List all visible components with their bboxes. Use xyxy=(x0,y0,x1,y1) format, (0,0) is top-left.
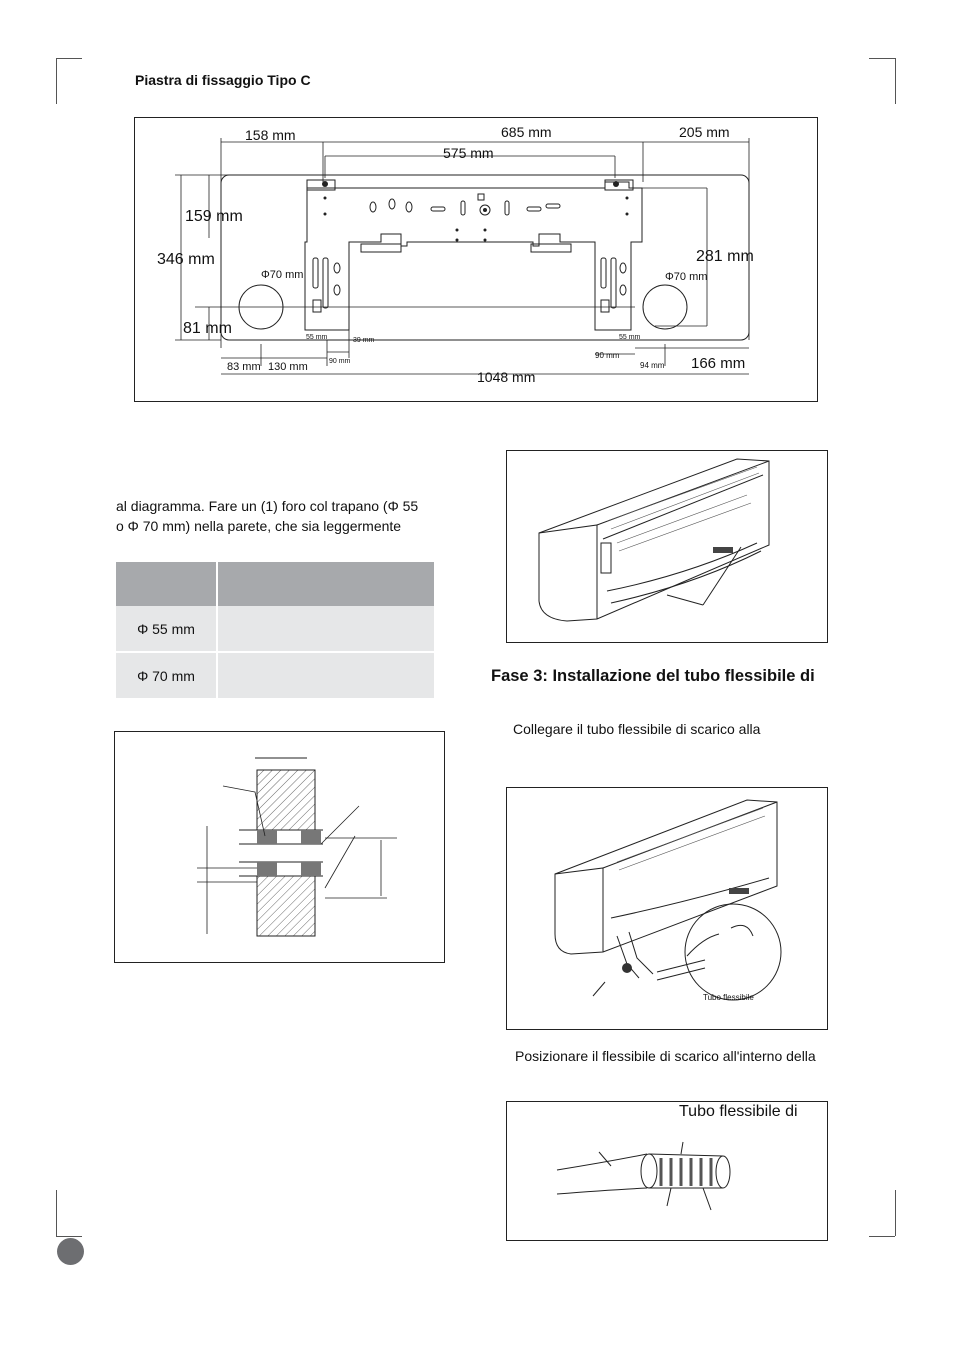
crop-mark-bl-h xyxy=(56,1236,82,1237)
dim-phi70-left: Φ70 mm xyxy=(261,269,304,281)
table-cell-size: Φ 55 mm xyxy=(116,606,217,652)
dim-130: 130 mm xyxy=(268,361,308,373)
wall-hole-diagram xyxy=(115,732,444,962)
dim-39: 39 mm xyxy=(353,337,375,344)
dim-1048: 1048 mm xyxy=(477,369,536,385)
dim-81: 81 mm xyxy=(183,320,232,337)
dim-346: 346 mm xyxy=(157,251,215,268)
mounting-plate-figure xyxy=(134,117,818,402)
crop-mark-br-v xyxy=(895,1190,896,1236)
dim-205: 205 mm xyxy=(679,124,730,140)
table-cell-size: Φ 70 mm xyxy=(116,652,217,698)
drain-hose-figure xyxy=(506,1101,828,1241)
hose-label-2: Tubo flessibile di xyxy=(679,1103,798,1120)
table-row xyxy=(116,606,434,652)
paragraph-line-1: al diagramma. Fare un (1) foro col trapano (Φ 55 xyxy=(116,498,419,514)
dim-158: 158 mm xyxy=(245,127,296,143)
dim-90-right: 90 mm xyxy=(595,351,620,360)
dim-83: 83 mm xyxy=(227,361,261,373)
paragraph-line-2: o Φ 70 mm) nella parete, che sia leggermente xyxy=(116,518,402,534)
dim-575: 575 mm xyxy=(443,145,494,161)
dim-90-left: 90 mm xyxy=(329,358,351,365)
step3-text2: Posizionare il flessibile di scarico all'interno della xyxy=(515,1048,816,1064)
dim-phi70-right: Φ70 mm xyxy=(665,271,708,283)
instruction-paragraph xyxy=(116,496,456,536)
crop-mark-tr-h xyxy=(869,58,895,59)
step3-text: Collegare il tubo flessibile di scarico alla xyxy=(513,721,761,737)
indoor-unit-diagram-2 xyxy=(507,788,827,1029)
table-cell-value xyxy=(217,652,434,698)
table-header-cell xyxy=(217,562,434,606)
crop-mark-bl-v xyxy=(56,1190,57,1236)
table-cell-value xyxy=(217,606,434,652)
dim-94: 94 mm xyxy=(640,361,665,370)
dim-166: 166 mm xyxy=(691,355,746,372)
mounting-plate-diagram xyxy=(135,118,817,401)
hose-label: Tubo flessibile xyxy=(703,993,754,1002)
dim-159: 159 mm xyxy=(185,208,243,225)
step3-title: Fase 3: Installazione del tubo flessibile di xyxy=(491,667,815,685)
crop-mark-br-h xyxy=(869,1236,895,1237)
dim-281: 281 mm xyxy=(696,248,754,265)
table-row xyxy=(116,652,434,698)
indoor-unit-figure-1 xyxy=(506,450,828,643)
indoor-unit-diagram-1 xyxy=(507,451,827,642)
wall-hole-figure xyxy=(114,731,445,963)
dim-55-right: 55 mm xyxy=(619,334,641,341)
hole-size-table xyxy=(116,562,434,698)
dim-55-left: 55 mm xyxy=(306,334,328,341)
indoor-unit-figure-2 xyxy=(506,787,828,1030)
table-header-cell xyxy=(116,562,217,606)
table-header-row xyxy=(116,562,434,606)
page-number-circle xyxy=(57,1238,84,1265)
drain-hose-diagram xyxy=(507,1102,827,1240)
crop-mark-tl-h xyxy=(56,58,82,59)
dim-685: 685 mm xyxy=(501,124,552,140)
plate-title: Piastra di fissaggio Tipo C xyxy=(135,72,311,88)
crop-mark-tr-v xyxy=(895,58,896,104)
crop-mark-tl-v xyxy=(56,58,57,104)
